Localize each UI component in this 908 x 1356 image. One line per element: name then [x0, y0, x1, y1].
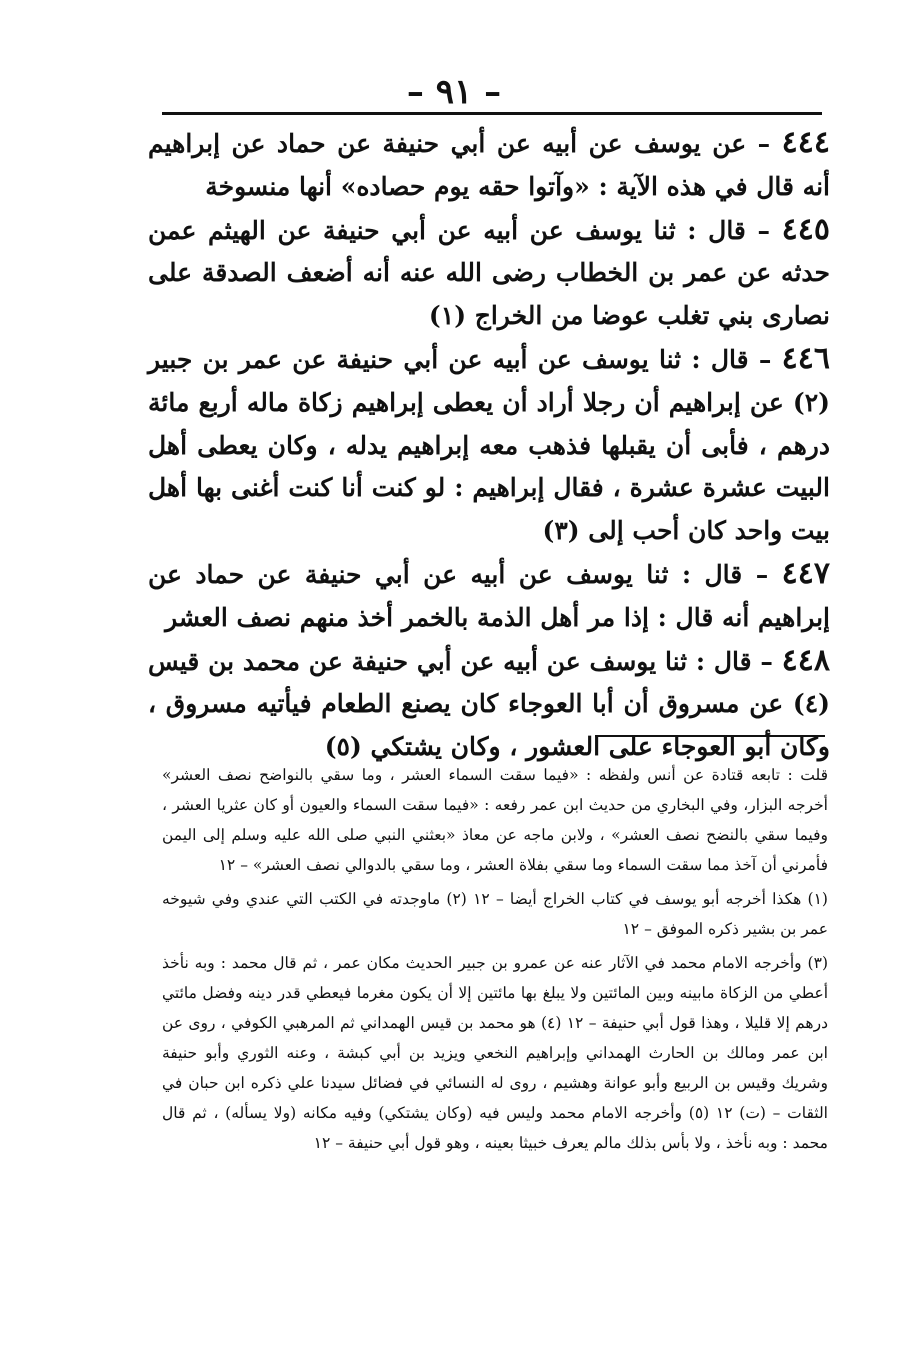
entry-text: – قال : ثنا يوسف عن أبيه عن أبي حنيفة عن حماد عن إبراهيم أنه قال : إذا مر أهل الذمة بالخمر أخذ منهم نصف العشر: [148, 559, 830, 632]
entry-number: ٤٤٥: [781, 211, 830, 247]
footnote-rule: [595, 735, 825, 737]
main-text: [148, 122, 830, 769]
footnote-block: (٣) وأخرجه الامام محمد في الآثار عنه عن عمرو بن جبير الحديث مكان عمر ، ثم قال محمد : وبه نأخذ أعطي من الزكاة مابينه وبين المائتين ولا يبلغ بها مائتين إلا أن يكون مغرما فيعطي قدر دينه وفضل مائتي درهم إلا قليلا ، وهذا قول أبي حنيفة – ١٢ (٤) هو محمد بن قيس الهمداني ثم المرهبي الكوفي ، روى عن ابن عمر ومالك بن الحارث الهمداني وإبراهيم النخعي ويزيد بن أبي كبشة ، وعنه الثوري وأبو حنيفة وشريك وقيس بن الربيع وأبو عوانة وهشيم ، روى له النسائي في فضائل سيدنا علي ذكره ابن حبان في الثقات – (ت) ١٢ (٥) وأخرجه الامام محمد وليس فيه (وكان يشتكي) وفيه مكانه (ولا يسأله) ، ثم قال محمد : وبه نأخذ ، ولا بأس بذلك مالم يعرف خبيثا بعينه ، وهو قول أبي حنيفة – ١٢: [162, 954, 828, 1152]
entry-number: ٤٤٤: [781, 125, 830, 160]
entry-447: [148, 553, 830, 640]
entry-446: [148, 338, 830, 553]
entry-number: ٤٤٧: [781, 555, 830, 591]
entry-number: ٤٤٦: [781, 340, 830, 376]
footnote-block: قلت : تابعه قتادة عن أنس ولفظه : «فيما سقت السماء العشر ، وما سقي بالنواضح نصف العشر» أخرجه البزار، وفي البخاري من حديث ابن عمر رفعه : «فيما سقت السماء والعيون أو كان عثريا العشر ، وفيما سقي بالنضح نصف العشر» ، ولابن ماجه عن معاذ «بعثني النبي صلى الله عليه وسلم إلى اليمن فأمرني أن آخذ مما سقت السماء وما سقي بفلاة العشر ، وما سقي بالدوالي نصف العشر» – ١٢: [162, 766, 828, 874]
entry-444: [148, 122, 830, 209]
entry-text: – عن يوسف عن أبيه عن أبي حنيفة عن حماد عن إبراهيم أنه قال في هذه الآية : «وآتوا حقه يوم حصاده» أنها منسوخة: [148, 129, 830, 201]
entry-448: [148, 640, 830, 769]
footnote-block: (١) هكذا أخرجه أبو يوسف في كتاب الخراج أيضا – ١٢ (٢) ماوجدته في الكتب التي عندي وفي شيوخه عمر بن بشير ذكره الموفق – ١٢: [162, 890, 828, 938]
footnotes: [162, 760, 828, 1158]
header-rule: [162, 112, 822, 115]
entry-text: – قال : ثنا يوسف عن أبيه عن أبي حنيفة عن عمر بن جبير (٢) عن إبراهيم أن رجلا أراد أن يعطى إبراهيم زكاة ماله أربع مائة درهم ، فأبى أن يقبلها فذهب معه إبراهيم يدله ، وكان يعطى أهل البيت عشرة عشرة ، فقال إبراهيم : لو كنت أنا كنت أغنى بها أهل بيت واحد كان أحب إلى (٣): [148, 344, 830, 546]
entry-text: – قال : ثنا يوسف عن أبيه عن أبي حنيفة عن محمد بن قيس (٤) عن مسروق أن أبا العوجاء كان يصنع الطعام فيأتيه مسروق ، وكان أبو العوجاء على العشور ، وكان يشتكي (٥): [148, 646, 830, 762]
entry-text: – قال : ثنا يوسف عن أبيه عن أبي حنيفة عن الهيثم عمن حدثه عن عمر بن الخطاب رضى الله عنه أنه أضعف الصدقة على نصارى بني تغلب عوضا من الخراج (١): [148, 215, 830, 331]
entry-445: [148, 209, 830, 338]
page-number: – ٩١ –: [406, 72, 502, 112]
entry-number: ٤٤٨: [781, 642, 830, 678]
